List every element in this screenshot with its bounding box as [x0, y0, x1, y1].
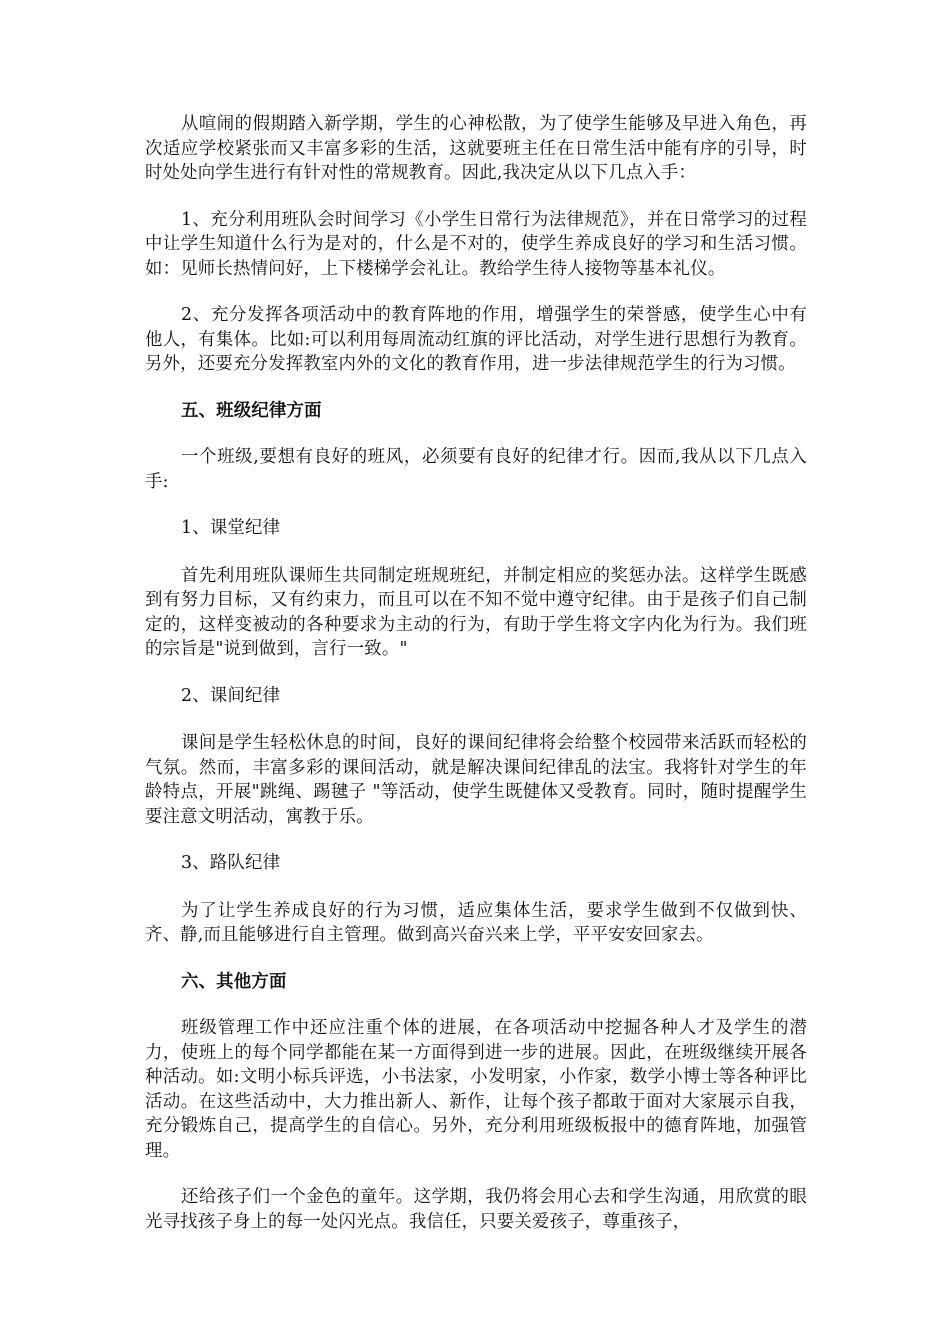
- paragraph: 1、充分利用班队会时间学习《小学生日常行为法律规范》，并在日常学习的过程中让学生知道什么行为是对的，什么是不对的，使学生养成良好的学习和生活习惯。如：见师长热情问好，上下楼梯学会礼让。教给学生待人接物等基本礼仪。: [145, 209, 807, 279]
- paragraph: 首先利用班队课师生共同制定班规班纪，并制定相应的奖惩办法。这样学生既感到有努力目标，又有约束力，而且可以在不知不觉中遵守纪律。由于是孩子们自己制定的，这样变被动的各种要求为主动的行为，有助于学生将文字内化为行为。我们班的宗旨是"说到做到，言行一致。": [145, 565, 807, 659]
- paragraph: 2、充分发挥各项活动中的教育阵地的作用，增强学生的荣誉感，使学生心中有他人，有集体。比如:可以利用每周流动红旗的评比活动，对学生进行思想行为教育。另外，还要充分发挥教室内外的文化的教育作用，进一步法律规范学生的行为习惯。: [145, 305, 807, 374]
- subheading: 3、路队纪律: [181, 853, 281, 873]
- section-heading: 六、其他方面: [181, 971, 287, 992]
- paragraph: 还给孩子们一个金色的童年。这学期，我仍将会用心去和学生沟通，用欣赏的眼光寻找孩子身上的每一处闪光点。我信任，只要关爱孩子，尊重孩子，: [145, 1187, 807, 1232]
- section-heading: 五、班级纪律方面: [181, 400, 322, 421]
- paragraph: 课间是学生轻松休息的时间，良好的课间纪律将会给整个校园带来活跃而轻松的气氛。然而，丰富多彩的课间活动，就是解决课间纪律乱的法宝。我将针对学生的年龄特点，开展"跳绳、踢毽子 "等活动，使学生既健体又受教育。同时，随时提醒学生要注意文明活动，寓教于乐。: [145, 733, 807, 827]
- paragraph: 一个班级,要想有良好的班风，必须要有良好的纪律才行。因而,我从以下几点入手:: [145, 447, 807, 492]
- document-body: [145, 112, 807, 1256]
- paragraph: 为了让学生养成良好的行为习惯，适应集体生活，要求学生做到不仅做到快、齐、静,而且能够进行自主管理。做到高兴奋兴来上学，平平安安回家去。: [145, 900, 807, 945]
- subheading: 1、课堂纪律: [181, 518, 281, 538]
- paragraph: 从喧闹的假期踏入新学期，学生的心神松散，为了使学生能够及早进入角色，再次适应学校紧张而又丰富多彩的生活，这就要班主任在日常生活中能有序的引导，时时处处向学生进行有针对性的常规教育。因此,我决定从以下几点入手：: [145, 114, 807, 183]
- subheading: 2、课间纪律: [181, 685, 281, 706]
- paragraph: 班级管理工作中还应注重个体的进展，在各项活动中挖掘各种人才及学生的潜力，使班上的每个同学都能在某一方面得到进一步的进展。因此，在班级继续开展各种活动。如:文明小标兵评选，小书法家，小发明家，小作家，数学小博士等各种评比活动。在这些活动中，大力推出新人、新作，让每个孩子都敢于面对大家展示自我，充分锻炼自己，提高学生的自信心。另外，充分利用班级板报中的德育阵地，加强管理。: [145, 1018, 807, 1161]
